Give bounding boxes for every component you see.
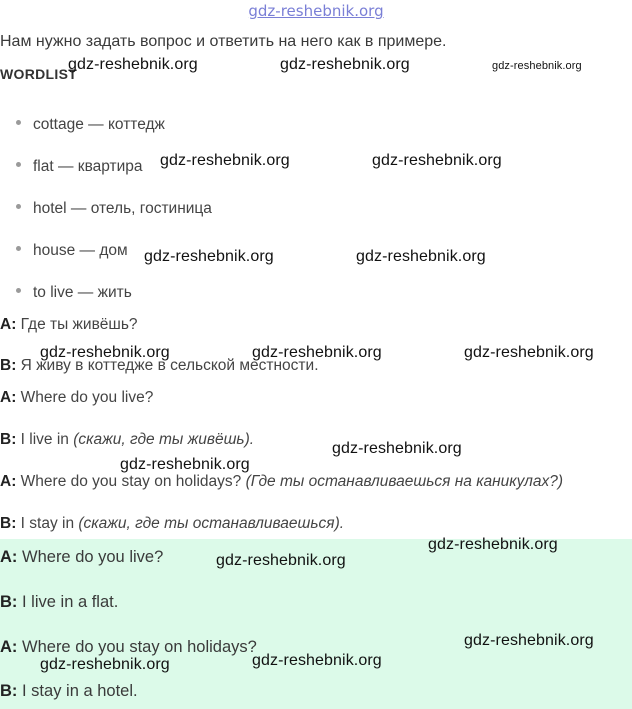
speaker-label: B: bbox=[0, 593, 18, 611]
example-line: B: I stay in (скажи, где ты останавливаешься). bbox=[0, 515, 345, 532]
wordlist-title: WORDLIST bbox=[0, 66, 78, 82]
wordlist-item: flat — квартира bbox=[16, 158, 143, 176]
bullet-icon bbox=[16, 246, 21, 251]
hint-text: (скажи, где ты живёшь). bbox=[73, 431, 255, 448]
wordlist-item: cottage — коттедж bbox=[16, 116, 165, 134]
example-line: A: Where do you stay on holidays? (Где ты останавливаешься на каникулах?) bbox=[0, 473, 564, 490]
answer-line: B: I live in a flat. bbox=[0, 593, 119, 611]
hint-text: (скажи, где ты останавливаешься). bbox=[78, 515, 345, 532]
speaker-label: A: bbox=[0, 389, 17, 406]
hint-text: (Где ты останавливаешься на каникулах?) bbox=[245, 473, 564, 490]
watermark-text: gdz-reshebnik.org bbox=[68, 56, 198, 73]
bullet-icon bbox=[16, 204, 21, 209]
task-instruction: Нам нужно задать вопрос и ответить на него как в примере. bbox=[0, 33, 447, 50]
wordlist-item: hotel — отель, гостиница bbox=[16, 200, 212, 218]
watermark-text: gdz-reshebnik.org bbox=[372, 152, 502, 169]
watermark-text: gdz-reshebnik.org bbox=[356, 248, 486, 265]
watermark-text: gdz-reshebnik.org bbox=[252, 652, 382, 669]
bullet-icon bbox=[16, 162, 21, 167]
watermark-text: gdz-reshebnik.org bbox=[120, 456, 250, 473]
watermark-text: gdz-reshebnik.org bbox=[216, 552, 346, 569]
answer-line: A: Where do you stay on holidays? bbox=[0, 638, 257, 656]
watermark-text: gdz-reshebnik.org bbox=[464, 632, 594, 649]
speaker-label: A: bbox=[0, 473, 17, 490]
speaker-label: B: bbox=[0, 357, 17, 374]
watermark-text: gdz-reshebnik.org bbox=[428, 536, 558, 553]
answer-line: B: I stay in a hotel. bbox=[0, 682, 138, 700]
bullet-icon bbox=[16, 120, 21, 125]
watermark-text: gdz-reshebnik.org bbox=[252, 344, 382, 361]
example-line: A: Where do you live? bbox=[0, 389, 154, 406]
watermark-text: gdz-reshebnik.org bbox=[492, 60, 582, 72]
watermark-text: gdz-reshebnik.org bbox=[280, 56, 410, 73]
example-line: B: I live in (скажи, где ты живёшь). bbox=[0, 431, 255, 448]
speaker-label: A: bbox=[0, 316, 17, 333]
speaker-label: A: bbox=[0, 638, 18, 656]
speaker-label: B: bbox=[0, 682, 18, 700]
speaker-label: B: bbox=[0, 431, 17, 448]
speaker-label: A: bbox=[0, 548, 18, 566]
speaker-label: B: bbox=[0, 515, 17, 532]
watermark-text: gdz-reshebnik.org bbox=[464, 344, 594, 361]
wordlist-item: house — дом bbox=[16, 242, 128, 260]
watermark-text: gdz-reshebnik.org bbox=[40, 656, 170, 673]
watermark-text: gdz-reshebnik.org bbox=[40, 344, 170, 361]
example-line: A: Где ты живёшь? bbox=[0, 316, 138, 333]
watermark-text: gdz-reshebnik.org bbox=[144, 248, 274, 265]
watermark-text: gdz-reshebnik.org bbox=[160, 152, 290, 169]
example-line: B: Я живу в коттедже в сельской местности. bbox=[0, 357, 319, 374]
answer-line: A: Where do you live? bbox=[0, 548, 164, 566]
bullet-icon bbox=[16, 288, 21, 293]
site-header-link[interactable]: gdz-reshebnik.org bbox=[248, 2, 384, 20]
watermark-text: gdz-reshebnik.org bbox=[332, 440, 462, 457]
wordlist-item: to live — жить bbox=[16, 284, 132, 302]
